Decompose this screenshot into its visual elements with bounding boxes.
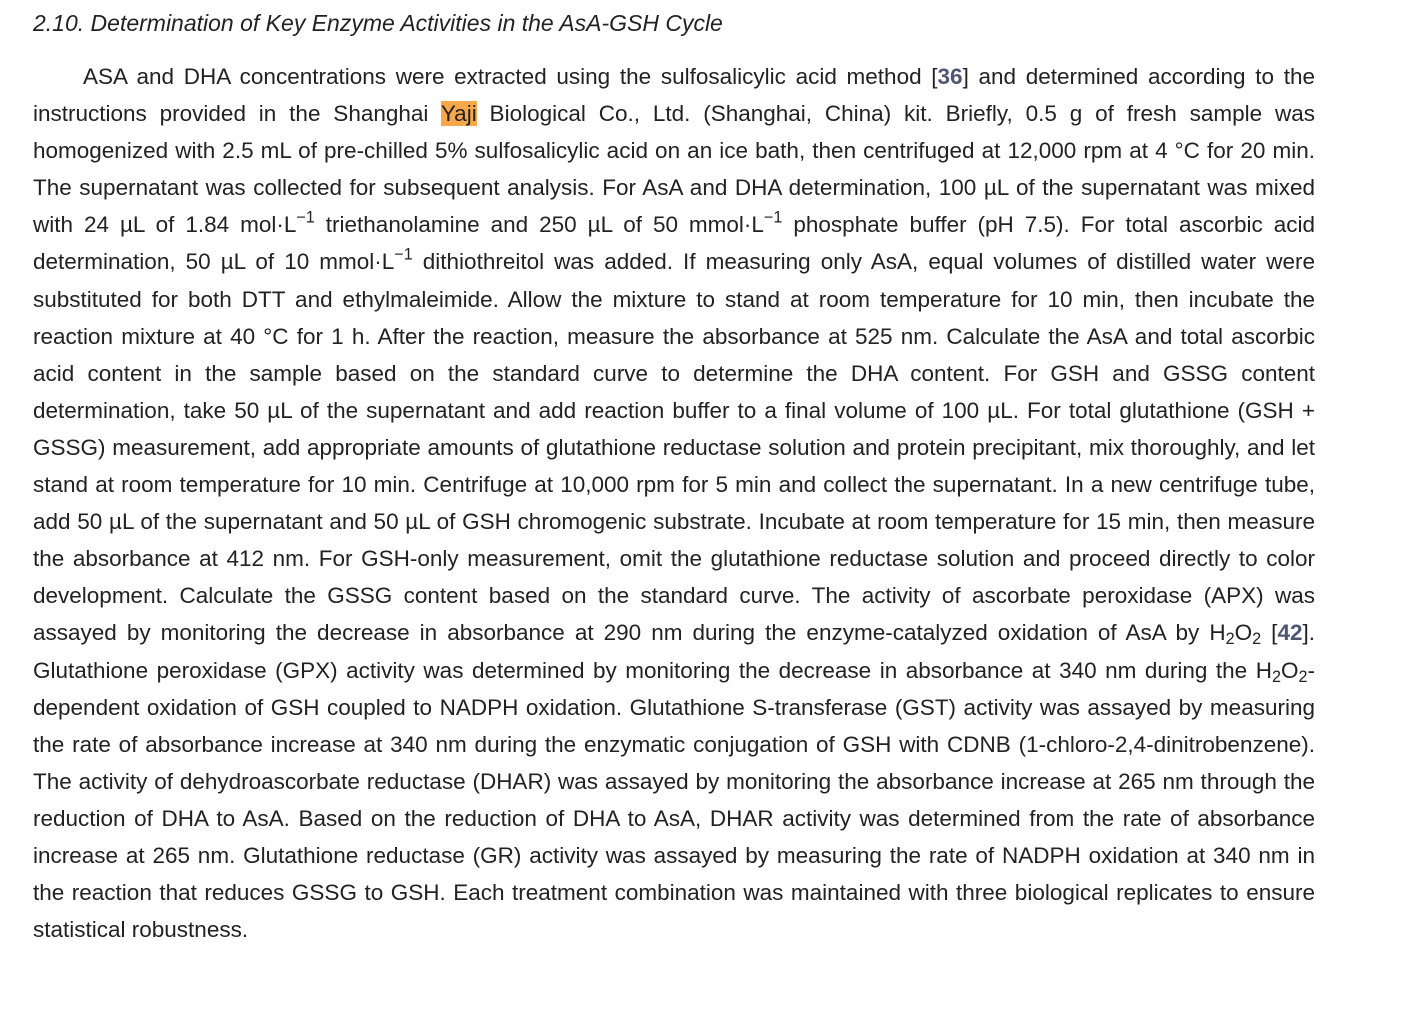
text-run: ASA and DHA concentrations were extracted using the sulfosalicylic acid method [ (83, 64, 938, 89)
subscript: 2 (1252, 630, 1262, 649)
subscript: 2 (1271, 667, 1281, 686)
text-run: O (1234, 620, 1253, 646)
text-run: [ (1261, 620, 1278, 646)
body-paragraph (33, 58, 1315, 948)
search-highlight: Yaji (440, 101, 477, 127)
text-run: -dependent oxidation of GSH coupled to NADPH oxidation. Glutathione S-transferase (GST) activity was assayed by measuring the rate of absorbance increase at 340 nm during the enzymatic conjugation of GSH with CDNB (1-chloro-2,4-dinitrobenzene). The activity of dehydroascorbate reductase (DHAR) was assayed by monitoring the absorbance increase at 265 nm through the reduction of DHA to AsA. Based on the reduction of DHA to AsA, DHAR activity was determined from the rate of absorbance increase at 265 nm. Glutathione reductase (GR) activity was assayed by measuring the rate of NADPH oxidation at 340 nm in the reaction that reduces GSSG to GSH. Each treatment combination was maintained with three biological replicates to ensure statistical robustness. (33, 657, 1315, 943)
superscript: −1 (763, 208, 783, 227)
superscript: −1 (394, 245, 413, 264)
text-run: ] and determined according to the instructions provided in the Shanghai (33, 64, 1315, 127)
subscript: 2 (1225, 630, 1235, 649)
text-run: triethanolamine and 250 µL of 50 mmol·L (314, 212, 764, 238)
text-run: O (1280, 657, 1299, 683)
text-run: Biological Co., Ltd. (Shanghai, China) kit. Briefly, 0.5 g of fresh sample was homogenized with 2.5 mL of pre-chilled 5% sulfosalicylic acid on an ice bath, then centrifuged at 12,000 rpm at 4 °C for 20 min. The supernatant was collected for subsequent analysis. For AsA and DHA determination, 100 µL of the supernatant was mixed with 24 µL of 1.84 mol·L (33, 101, 1315, 238)
text-run: ]. Glutathione peroxidase (GPX) activity was determined by monitoring the decrease in absorbance at 340 nm during the H (33, 620, 1315, 683)
superscript: −1 (296, 208, 315, 227)
reference-link-42[interactable]: 42 (1277, 620, 1303, 646)
text-run: phosphate buffer (pH 7.5). For total ascorbic acid determination, 50 µL of 10 mmol·L (33, 212, 1315, 275)
subscript: 2 (1298, 667, 1308, 686)
section-heading: 2.10. Determination of Key Enzyme Activities in the AsA-GSH Cycle (33, 10, 723, 36)
reference-link-36[interactable]: 36 (937, 64, 963, 89)
text-run: dithiothreitol was added. If measuring only AsA, equal volumes of distilled water were substituted for both DTT and ethylmaleimide. Allow the mixture to stand at room temperature for 10 min, then incubate the reaction mixture at 40 °C for 1 h. After the reaction, measure the absorbance at 525 nm. Calculate the AsA and total ascorbic acid content in the sample based on the standard curve to determine the DHA content. For GSH and GSSG content determination, take 50 µL of the supernatant and add reaction buffer to a final volume of 100 µL. For total glutathione (GSH + GSSG) measurement, add appropriate amounts of glutathione reductase solution and protein precipitant, mix thoroughly, and let stand at room temperature for 10 min. Centrifuge at 10,000 rpm for 5 min and collect the supernatant. In a new centrifuge tube, add 50 µL of the supernatant and 50 µL of GSH chromogenic substrate. Incubate at room temperature for 15 min, then measure the absorbance at 412 nm. For GSH-only measurement, omit the glutathione reductase solution and proceed directly to color development. Calculate the GSSG content based on the standard curve. The activity of ascorbate peroxidase (APX) was assayed by monitoring the decrease in absorbance at 290 nm during the enzyme-catalyzed oxidation of AsA by H (33, 249, 1315, 646)
article-section (33, 8, 1315, 948)
